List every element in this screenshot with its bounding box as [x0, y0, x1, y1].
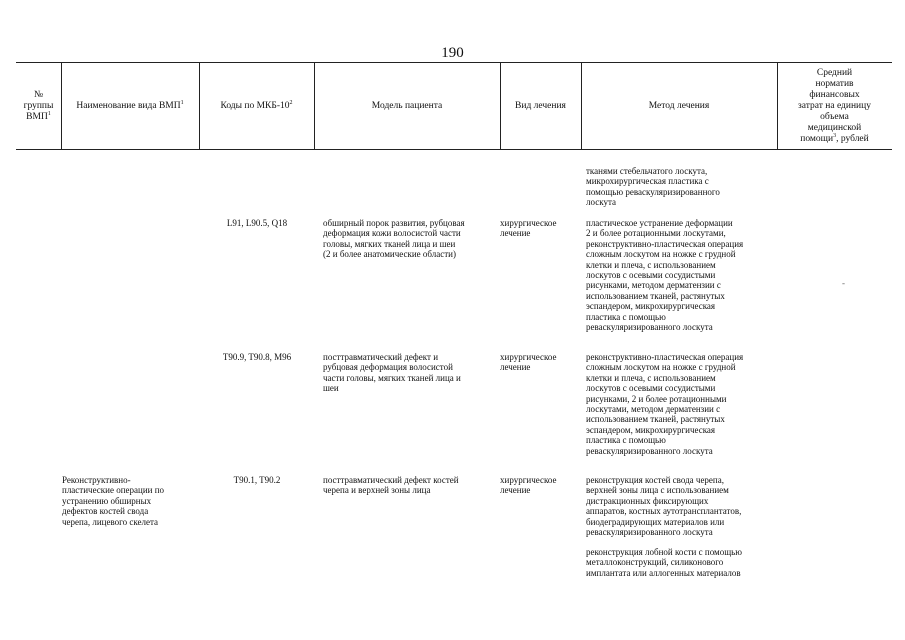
header-group-number-line: №	[33, 89, 44, 100]
method-line: клетки и плеча, с использованием	[586, 372, 716, 383]
header-patient-model	[314, 63, 500, 149]
method-line: лоскутов с осевыми сосудистыми	[586, 383, 716, 394]
method-line: лоскутами, методом дерматензии с	[586, 404, 721, 415]
header-group-number-line: группы	[23, 100, 54, 111]
method-line: рисунками, методом дерматензии с	[586, 280, 721, 291]
method-line: реваскуляризированного лоскута	[586, 527, 713, 538]
header-average-cost-line: помощи	[800, 133, 834, 144]
footnote-marker: 1	[47, 110, 51, 117]
model-line: деформация кожи волосистой части	[323, 228, 461, 239]
row-treatment-type	[500, 218, 580, 239]
method-line: реконструктивно-пластическая операция	[586, 238, 744, 249]
method-line: эспандером, микрохирургическая	[586, 301, 716, 312]
footnote-marker: 2	[289, 99, 293, 106]
method-line: микрохирургическая пластика с	[586, 176, 709, 187]
row-vmp-name	[62, 475, 198, 527]
row-patient-model	[323, 475, 499, 496]
footnote-marker: 3	[833, 132, 837, 139]
row-treatment-method	[586, 475, 776, 537]
method-line: реконструктивно-пластическая операция	[586, 352, 744, 362]
header-treatment-method-text: Метод лечения	[648, 100, 710, 111]
row-patient-model	[323, 218, 499, 260]
row-icd-codes	[200, 352, 314, 362]
method-line: эспандером, микрохирургическая	[586, 424, 716, 435]
method-line: помощью реваскуляризированного	[586, 186, 720, 197]
method-line: имплантата или аллогенных материалов	[586, 567, 741, 578]
method-line: реваскуляризированного лоскута	[586, 322, 713, 333]
method-line: пластическое устранение деформации	[586, 218, 733, 228]
treatment-type-line: лечение	[500, 485, 531, 496]
icd-codes-text: T90.9, T90.8, M96	[222, 352, 292, 362]
row-icd-codes	[200, 475, 314, 485]
vmp-name-line: Реконструктивно-	[62, 475, 131, 485]
model-line: головы, мягких тканей лица и шеи	[323, 238, 456, 249]
method-line: использованием тканей, растянутых	[586, 290, 725, 301]
treatment-type-line: лечение	[500, 362, 531, 373]
model-line: обширный порок развития, рубцовая	[323, 218, 465, 228]
model-line: части головы, мягких тканей лица и	[323, 372, 461, 383]
header-average-cost-line: норматив	[815, 78, 854, 89]
method-line: верхней зоны лица с использованием	[586, 485, 729, 496]
row-treatment-method	[586, 352, 776, 456]
method-line: пластика с помощью	[586, 435, 666, 446]
icd-codes-text: T90.1, T90.2	[233, 475, 281, 485]
page-number: 190	[441, 45, 464, 61]
header-average-cost-line: финансовых	[809, 89, 860, 100]
model-line: посттравматический дефект костей	[323, 475, 459, 485]
header-vmp-name-text: Наименование вида ВМП	[76, 100, 181, 111]
method-line: использованием тканей, растянутых	[586, 414, 725, 425]
method-line: металлоконструкций, силиконового	[586, 557, 724, 568]
model-line: посттравматический дефект и	[323, 352, 439, 362]
model-line: шеи	[323, 383, 339, 394]
method-line: сложным лоскутом на ножке с грудной	[586, 249, 736, 260]
method-line: реконструкция костей свода черепа,	[586, 475, 724, 485]
model-line: (2 и более анатомические области)	[323, 249, 456, 260]
model-line: рубцовая деформация волосистой	[323, 362, 453, 373]
footnote-marker: 1	[180, 99, 184, 106]
row-treatment-type	[500, 475, 580, 496]
header-icd-codes	[199, 63, 314, 149]
method-line: 2 и более ротационными лоскутами,	[586, 228, 726, 239]
method-line: реваскуляризированного лоскута	[586, 445, 713, 456]
vmp-name-line: устранению обширных	[62, 495, 152, 506]
method-line: лоскутов с осевыми сосудистыми	[586, 270, 716, 281]
header-vmp-name	[61, 63, 199, 149]
header-treatment-type-text: Вид лечения	[515, 100, 566, 111]
header-treatment-method	[581, 63, 777, 149]
treatment-type-line: лечение	[500, 228, 531, 239]
vmp-name-line: пластические операции по	[62, 485, 165, 496]
header-average-cost	[777, 63, 892, 149]
row-patient-model	[323, 352, 499, 394]
method-line: клетки и плеча, с использованием	[586, 259, 716, 270]
vmp-name-line: дефектов костей свода	[62, 506, 149, 517]
row-icd-codes	[200, 218, 314, 228]
header-patient-model-text: Модель пациента	[371, 100, 443, 111]
method-line: реконструкция лобной кости с помощью	[586, 547, 742, 557]
method-line: дистракционных фиксирующих	[586, 495, 709, 506]
method-line: пластика с помощью	[586, 311, 666, 322]
icd-codes-text: L91, L90.5, Q18	[226, 218, 288, 228]
treatment-type-line: хирургическое	[500, 352, 557, 362]
treatment-type-line: хирургическое	[500, 475, 557, 485]
model-line: черепа и верхней зоны лица	[323, 485, 431, 496]
margin-mark: -	[842, 278, 845, 288]
header-average-cost-line: , рублей	[836, 133, 869, 144]
method-line: рисунками, 2 и более ротационными	[586, 393, 727, 404]
header-bottom-border	[16, 149, 892, 150]
header-average-cost-line: затрат на единицу	[798, 100, 871, 111]
method-line: биодеградирующих материалов или	[586, 516, 725, 527]
header-group-number	[16, 63, 61, 149]
row-treatment-type	[500, 352, 580, 373]
method-line: аппаратов, костных аутотрансплантатов,	[586, 506, 742, 517]
vmp-name-line: черепа, лицевого скелета	[62, 516, 159, 527]
method-line: тканями стебельчатого лоскута,	[586, 166, 708, 176]
treatment-type-line: хирургическое	[500, 218, 557, 228]
method-line: сложным лоскутом на ножке с грудной	[586, 362, 736, 373]
table-row-continuation-method	[586, 166, 776, 208]
row-treatment-method-alt	[586, 547, 776, 578]
header-average-cost-line: Средний	[816, 67, 853, 78]
header-treatment-type	[500, 63, 581, 149]
header-average-cost-line: медицинской	[807, 122, 862, 133]
header-icd-codes-text: Коды по МКБ-10	[220, 100, 290, 111]
header-group-number-line: ВМП	[26, 111, 48, 122]
row-treatment-method	[586, 218, 776, 332]
header-average-cost-line: объема	[820, 111, 849, 122]
method-line: лоскута	[586, 197, 616, 208]
